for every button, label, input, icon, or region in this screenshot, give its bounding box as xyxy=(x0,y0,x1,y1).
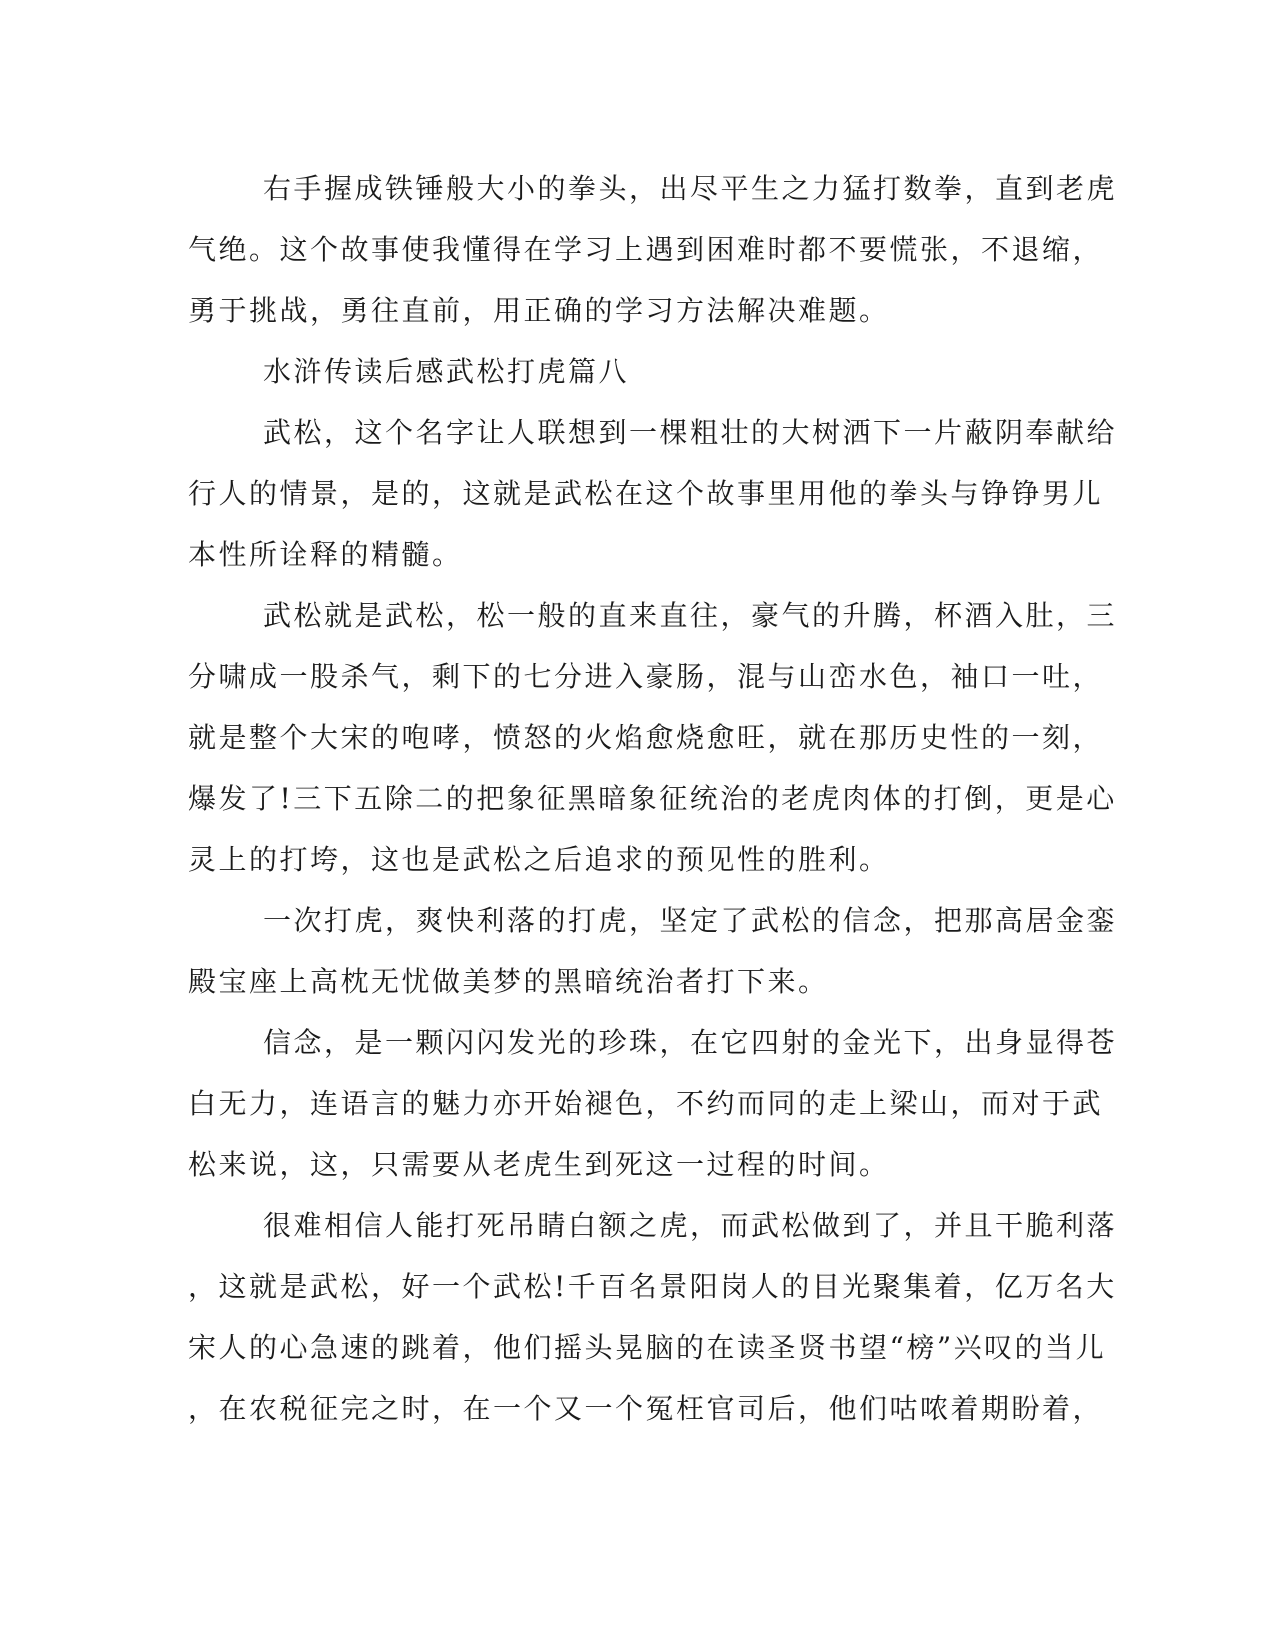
text-line: 分啸成一股杀气，剩下的七分进入豪肠，混与山峦水色，袖口一吐， xyxy=(188,660,1104,693)
text-line: 武松，这个名字让人联想到一棵粗壮的大树洒下一片蔽阴奉献给 xyxy=(263,416,1118,449)
text-line: 右手握成铁锤般大小的拳头，出尽平生之力猛打数拳，直到老虎 xyxy=(263,172,1118,205)
text-line: 本性所诠释的精髓。 xyxy=(188,538,463,571)
text-line: 气绝。这个故事使我懂得在学习上遇到困难时都不要慌张，不退缩， xyxy=(188,233,1104,266)
text-line: 行人的情景，是的，这就是武松在这个故事里用他的拳头与铮铮男儿 xyxy=(188,477,1104,510)
text-line: 就是整个大宋的咆哮，愤怒的火焰愈烧愈旺，就在那历史性的一刻， xyxy=(188,721,1104,754)
text-line: 殿宝座上高枕无忧做美梦的黑暗统治者打下来。 xyxy=(188,965,829,998)
text-line: 宋人的心急速的跳着，他们摇头晃脑的在读圣贤书望“榜”兴叹的当儿 xyxy=(188,1331,1107,1364)
text-line: 很难相信人能打死吊睛白额之虎，而武松做到了，并且干脆利落 xyxy=(263,1209,1118,1242)
text-line: 白无力，连语言的魅力亦开始褪色，不约而同的走上梁山，而对于武 xyxy=(188,1087,1104,1120)
text-line: 松来说，这，只需要从老虎生到死这一过程的时间。 xyxy=(188,1148,890,1181)
text-line: 一次打虎，爽快利落的打虎，坚定了武松的信念，把那高居金銮 xyxy=(263,904,1118,937)
section-heading: 水浒传读后感武松打虎篇八 xyxy=(263,355,630,388)
text-line: 勇于挑战，勇往直前，用正确的学习方法解决难题。 xyxy=(188,294,890,327)
text-line: 武松就是武松，松一般的直来直往，豪气的升腾，杯酒入肚，三 xyxy=(263,599,1118,632)
document-body xyxy=(188,158,1118,1439)
text-line: ，在农税征完之时，在一个又一个冤枉官司后，他们咕哝着期盼着， xyxy=(188,1392,1104,1425)
text-line: ，这就是武松，好一个武松!千百名景阳岗人的目光聚集着，亿万名大 xyxy=(188,1270,1117,1303)
text-line: 灵上的打垮，这也是武松之后追求的预见性的胜利。 xyxy=(188,843,890,876)
text-line: 爆发了!三下五除二的把象征黑暗象征统治的老虎肉体的打倒，更是心 xyxy=(188,782,1117,815)
text-line: 信念，是一颗闪闪发光的珍珠，在它四射的金光下，出身显得苍 xyxy=(263,1026,1118,1059)
